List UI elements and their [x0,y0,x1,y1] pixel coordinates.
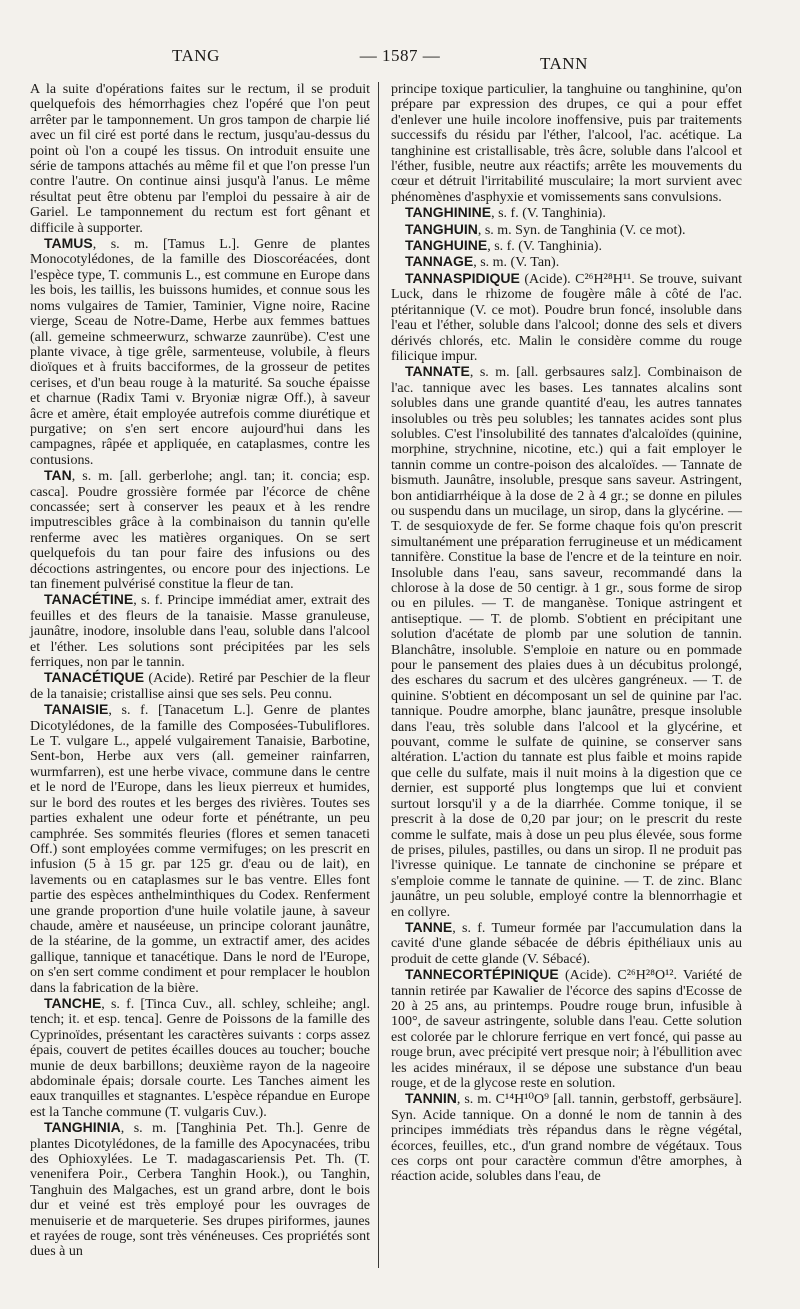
entry-tanghuine: TANGHUINE, s. f. (V. Tanghinia). [405,237,602,255]
left-column [30,82,370,1260]
column-divider [378,82,379,1268]
entry-tanghinia: TANGHINIA, s. m. [Tanghinia Pet. Th.]. Genre de plantes Dicotylédones, de la famille des Apocynacées, tribu des Ophioxylées. Le T. madagascariensis Pet. Th. (T. venenifera Poir., Cerbera Tanghin Hook.), ou Tanghin, Tanghuin des Malgaches, est un grand arbre, dont le bois dur et veiné est très employé pour les ouvrages de menuiserie et de marqueterie. Ses drupes piriformes, jaunes et rayées de rouge, sont très vénéneuses. Ces propriétés sont dues à un [30,1119,370,1260]
header-right-guide-word: TANN [540,54,588,73]
entry-tanche: TANCHE, s. f. [Tinca Cuv., all. schley, schleihe; angl. tench; it. et esp. tenca]. Genre de Poissons de la famille des Cyprinoïdes, présentant les caractères suivants : corps assez épais, couvert de petites écailles douces au toucher; bouche munie de deux barbillons; deuxième rayon de la nageoire abdominale épais; dorsale courte. Les Tanches aiment les eaux tranquilles et stagnantes. L'espèce répandue en Europe est la Tanche commune (T. vulgaris Cuv.). [30,994,370,1120]
running-header [0,46,800,76]
headword: TANACÉTINE [44,591,134,608]
entry-tanghuin: TANGHUIN, s. m. Syn. de Tanghinia (V. ce mot). [405,220,686,238]
headword: TANGHUINE [405,237,488,254]
entry-tannecortepinique: TANNECORTÉPINIQUE (Acide). C²⁶H²⁸O¹². Variété de tannin retirée par Kawalier de l'écorce des sapins d'Ecosse de 20 à 25 ans, au printemps. Poudre rouge brun, infusible à 100°, de saveur astringente, soluble dans l'eau. Cette solution est colorée par le chlorure ferrique en vert foncé, qui passe au rouge brun, avec précipité vert presque noir; à l'ébullition avec les acides minéraux, il se dépose une substance d'un beau rouge, et de la glycose reste en solution. [391,966,742,1091]
headword: TANNIN [405,1090,457,1107]
headword: TAMUS [44,235,93,252]
entry-tannaspidique: TANNASPIDIQUE (Acide). C²⁶H²⁸H¹¹. Se trouve, suivant Luck, dans le rhizome de fougère mâle à côté de l'ac. ptéritannique (V. ce mot). Poudre brun foncé, insoluble dans l'eau et l'éther, soluble dans l'alcool; donne des sels et divers dérivés chlorés, etc. Malin le considère comme du rouge filicique impur. [391,269,742,364]
headword: TANCHE [44,994,102,1011]
headword: TAN [44,467,72,484]
entry-tannage: TANNAGE, s. m. (V. Tan). [405,253,560,271]
entry-tannate: TANNATE, s. m. [all. gerbsaures salz]. Combinaison de l'ac. tannique avec les bases. Les tannates alcalins sont solubles dans une grande quantité d'eau, les autres tannates insolubles ou très peu solubles; les tannates acides sont plus solubles. C'est l'insolubilité des tannates d'alcaloïdes (quinine, morphine, strychnine, nicotine, etc.) qui a fait employer le tannin comme un contre-poison des alcaloïdes. — Tannate de bismuth. Jaunâtre, insoluble, presque sans saveur. Astringent, bon antidiarrhéique à la dose de 2 à 4 gr.; se donne en pilules ou suspendu dans un mucilage, un sirop, dans la glycérine. — T. de sesquioxyde de fer. Se forme chaque fois qu'on prescrit simultanément une préparation ferrugineuse et un médicament tannifère. Constitue la base de l'encre et de la teinture en noir. Insoluble dans l'eau, sans saveur, recommandé dans la chlorose à la dose de 50 centigr. à 1 gr., sous forme de sirop ou en pilules. — T. de manganèse. Tonique astringent et antiseptique. — T. de plomb. S'obtient en précipitant une solution d'acétate de plomb par une solution de tannin. Blanchâtre, insoluble. S'emploie en nature ou en pommade pour le pansement des plaies dues à un décubitus prolongé, des eschares du sacrum et des ulcères gangréneux. — T. de quinine. S'obtient en décomposant un sel de quinine par l'ac. tannique. Poudre amorphe, blanc jaunâtre, presque insoluble dans l'eau, très soluble dans l'alcool et la glycérine, et pouvant, comme le sulfate de quinine, se conserver sans altération. L'action du tannate est plus faible et moins rapide que celle du sulfate, mais il nuit moins à la digestion que ce dernier, est supporté plus longtemps que lui et convient surtout lorsqu'il y a de la diarrhée. Comme tonique, il se prescrit à la dose de 0,20 par jour; on le prescrit du reste comme le sulfate, mais à dose un peu plus élevée, sous forme de prises, pilules, pastilles, ou dans un sirop. Il ne produit pas l'ivresse quinique. Le tannate de cinchonine se prépare et s'emploie comme le tannate de quinine. — T. de zinc. Blanc jaunâtre, un peu soluble, employé contre la blennorrhagie et en collyre. [391,363,742,920]
entry-tanacetine: TANACÉTINE, s. f. Principe immédiat amer, extrait des feuilles et des fleurs de la tanaisie. Masse granuleuse, jaunâtre, inodore, insoluble dans l'eau, soluble dans l'alcool et l'éther. Les solutions sont précipitées par les sels ferriques, non par le tannin. [30,591,370,671]
headword: TANNE [405,918,453,935]
entry-continuation: principe toxique particulier, la tanghuine ou tanghinine, qu'on prépare par expression des drupes, ce qui a pour effet d'enlever une huile incolore inoffensive, puis par traitements successifs du résidu par l'éther, l'alcool, l'ac. acétique. La tanghinine est cristallisable, très âcre, soluble dans l'alcool et l'éther, fusible, neutre aux réactifs; arrête les mouvements du cœur et détruit l'irritabilité musculaire; la mort survient avec phénomènes d'asphyxie et vomissements sans convulsions. [391,82,742,205]
header-left-guide-word: TANG [172,46,220,65]
headword: TANACÉTIQUE [44,669,145,686]
entry-continuation: A la suite d'opérations faites sur le rectum, il se produit quelquefois des hémorrhagies chez l'opéré que l'on peut arrêter par le tamponnement. Un gros tampon de charpie lié avec un fil ciré est porté dans le rectum, jusqu'au-dessus du point où l'on a coupé les tissus. On introduit ensuite une série de tampons attachés au même fil et que l'on presse l'un contre l'autre. On continue ainsi jusqu'à l'anus. Le même résultat peut être obtenu par l'emploi du pessaire à air de Gariel. Le tamponnement du rectum est fort gênant et difficile à supporter. [30,82,370,236]
headword: TANNAGE [405,253,474,270]
entry-tanaisie: TANAISIE, s. f. [Tanacetum L.]. Genre de plantes Dicotylédones, de la famille des Composées-Tubuliflores. Le T. vulgare L., appelé vulgairement Tanaisie, Barbotine, Sent-bon, Herbe aux vers (all. gemeiner rainfarren, wurmfarren), est une herbe vivace, commune dans le centre et le nord de l'Europe, dans les lieux pierreux et humides, sur le bord des routes et les berges des rivières. Toutes ses parties exhalent une odeur forte et pénétrante, un peu camphrée. Ses sommités fleuries (flores et semen tanaceti Off.) sont employées comme vermifuges; on les prescrit en infusion (5 à 15 gr. par 125 gr. d'eau ou de lait), en lavements ou en cataplasmes sur le bas ventre. Elles font partie des espèces anthelminthiques du Codex. Renferment une grande proportion d'une huile volatile jaune, à saveur chaude, amère et nauséeuse, un principe colorant jaunâtre, de la stéarine, de la gomme, un extractif amer, des acides gallique, tannique et tanacétique. Dans le nord de l'Europe, on s'en sert comme condiment et pour remplacer le houblon dans la fabrication de la bière. [30,701,370,996]
page-number: — 1587 — [359,46,441,65]
entry-tanghinine: TANGHININE, s. f. (V. Tanghinia). [405,204,606,222]
headword: TANNATE [405,363,470,380]
headword: TANNECORTÉPINIQUE [405,966,559,983]
entry-tannin: TANNIN, s. m. C¹⁴H¹⁰O⁹ [all. tannin, gerbstoff, gerbsäure]. Syn. Acide tannique. On a donné le nom de tannin à des principes immédiats très répandus dans le règne végétal, écorces, feuilles, etc., d'un grand nombre de végétaux. Tous ces corps ont pour caractère commun d'être amorphes, à réaction acide, solubles dans l'eau, de [391,1090,742,1185]
headword: TANGHINIA [44,1119,121,1136]
entry-tanacetique: TANACÉTIQUE (Acide). Retiré par Peschier de la fleur de la tanaisie; cristallise ainsi que ses sels. Peu connu. [30,669,370,702]
entry-tan: TAN, s. m. [all. gerberlohe; angl. tan; it. concia; esp. casca]. Poudre grossière formée par l'écorce de chêne concassée; sert à conserver les peaux et à les rendre imputrescibles grâce à la combinaison du tannin qu'elle renferme avec les matières organiques. On se sert quelquefois du tan pour faire des infusions ou des décoctions astringentes, ou encore pour des injections. Le tan finement pulvérisé constitue la fleur de tan. [30,467,370,592]
entry-tamus: TAMUS, s. m. [Tamus L.]. Genre de plantes Monocotylédones, de la famille des Dioscoréacées, dont l'espèce type, T. communis L., est commune en Europe dans les bois, les taillis, les buissons humides, et connue sous les noms vulgaires de Tamier, Taminier, Vigne noire, Racine vierge, Sceau de Notre-Dame, Herbe aux femmes battues (all. gemeine schmeerwurz, schwarze zaunrübe). C'est une plante vivace, à tige grêle, sarmenteuse, volubile, à fleurs dioïques et à fruits bacciformes, de la grosseur de petites cerises, et d'un beau rouge à la maturité. Sa souche épaisse et charnue (Radix Tami v. Bryoniæ nigræ Off.), à saveur âcre et amère, était employée autrefois comme diurétique et purgative; on s'en sert encore aujourd'hui dans les campagnes, râpée et appliquée, en cataplasmes, contre les contusions. [30,235,370,468]
right-column [391,82,742,1185]
headword: TANAISIE [44,701,109,718]
entry-tanne: TANNE, s. f. Tumeur formée par l'accumulation dans la cavité d'une glande sébacée de débris épithéliaux unis au produit de cette glande (V. Sébacé). [391,918,742,967]
headword: TANGHUIN [405,220,478,237]
headword: TANGHININE [405,204,492,221]
headword: TANNASPIDIQUE [405,269,520,286]
